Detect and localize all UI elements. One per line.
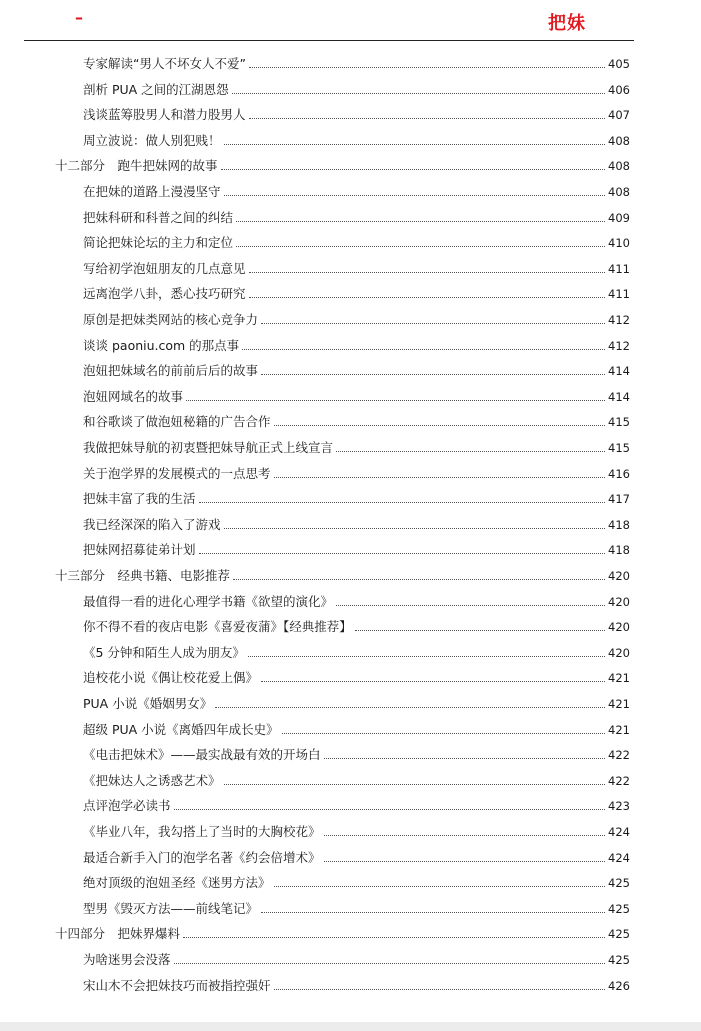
dot-leader <box>274 425 606 426</box>
toc-entry-title: 十二部分 跑牛把妹网的故事 <box>55 158 218 174</box>
toc-page-number: 418 <box>608 517 630 532</box>
toc-entry-title: 最适合新手入门的泡学名著《约会倍增术》 <box>83 849 321 865</box>
toc-page-number: 406 <box>608 82 630 97</box>
toc-entry-title: 十三部分 经典书籍、电影推荐 <box>55 568 231 583</box>
toc-entry[interactable] <box>83 485 630 507</box>
toc-page-number: 412 <box>608 338 630 353</box>
dot-leader <box>215 707 605 708</box>
toc-entry[interactable] <box>83 716 630 738</box>
dot-leader <box>261 374 605 375</box>
toc-page-number: 414 <box>608 389 630 404</box>
toc-entry-title: 在把妹的道路上漫漫坚守 <box>83 184 221 199</box>
dot-leader <box>324 835 606 836</box>
toc-page-number: 422 <box>608 748 630 763</box>
toc-entry[interactable] <box>83 664 630 686</box>
dot-leader <box>261 681 605 682</box>
toc-section-entry[interactable] <box>55 152 630 174</box>
toc-page-number: 418 <box>608 543 630 558</box>
dot-leader <box>174 809 606 810</box>
toc-entry[interactable] <box>83 818 630 840</box>
toc-page-number: 408 <box>608 185 630 199</box>
toc-entry-title: 原创是把妹类网站的核心竞争力 <box>83 312 259 327</box>
toc-entry-title: 宋山木不会把妹技巧而被指控强奸 <box>83 977 271 993</box>
toc-entry[interactable] <box>83 511 630 533</box>
toc-page-number: 417 <box>608 492 630 507</box>
toc-entry[interactable] <box>83 690 630 712</box>
toc-page-number: 414 <box>608 364 630 379</box>
toc-entry[interactable] <box>83 613 630 635</box>
dot-leader <box>186 400 605 401</box>
toc-page-number: 415 <box>608 441 630 455</box>
toc-entry[interactable] <box>83 767 630 789</box>
toc-entry-title: 剖析 PUA 之间的江湖恩怨 <box>83 81 229 97</box>
dot-leader <box>224 144 606 145</box>
dot-leader <box>249 118 606 119</box>
toc-entry-title: 型男《毁灭方法——前线笔记》 <box>83 900 259 916</box>
toc-entry-title: 追校花小说《偶让校花爱上偶》 <box>83 670 259 686</box>
dot-leader <box>232 93 605 94</box>
toc-entry-title: 《毕业八年，我勾搭上了当时的大胸校花》 <box>83 824 321 839</box>
toc-entry[interactable] <box>83 127 630 149</box>
dot-leader <box>324 861 606 862</box>
toc-entry[interactable] <box>83 895 630 917</box>
dot-leader <box>249 272 606 273</box>
toc-entry[interactable] <box>83 460 630 482</box>
toc-section-entry[interactable] <box>55 562 630 584</box>
dot-leader <box>249 67 605 68</box>
toc-entry[interactable] <box>83 332 630 354</box>
toc-page-number: 420 <box>608 569 630 583</box>
dot-leader <box>336 605 605 606</box>
dot-leader <box>242 349 605 350</box>
toc-entry-title: 周立波说：做人别犯贱！ <box>83 132 221 148</box>
toc-entry-title: 专家解读“男人不坏女人不爱” <box>83 56 246 71</box>
dot-leader <box>248 656 605 657</box>
toc-page-number: 411 <box>608 287 630 302</box>
toc-page-number: 425 <box>608 901 630 916</box>
toc-page-number: 421 <box>608 697 630 711</box>
toc-entry[interactable] <box>83 408 630 430</box>
dot-leader <box>174 963 606 964</box>
toc-entry[interactable] <box>83 383 630 405</box>
toc-page-number: 410 <box>608 236 630 251</box>
dot-leader <box>274 886 606 887</box>
toc-entry-title: 为啥迷男会没落 <box>83 952 171 967</box>
toc-entry-title: 十四部分 把妹界爆料 <box>55 926 181 942</box>
dot-leader <box>249 297 606 298</box>
toc-entry-title: 最值得一看的进化心理学书籍《欲望的演化》 <box>83 593 334 609</box>
dot-leader <box>336 451 605 452</box>
toc-page-number: 426 <box>608 978 630 993</box>
header-title: 把妹 <box>548 13 586 34</box>
toc-page-number: 425 <box>608 953 630 967</box>
toc-entry-title: 把妹网招募徒弟计划 <box>83 542 196 558</box>
dot-leader <box>274 989 606 990</box>
toc-entry-title: 写给初学泡妞朋友的几点意见 <box>83 260 246 276</box>
toc-page-number: 421 <box>608 671 630 686</box>
toc-page-number: 420 <box>608 620 630 635</box>
toc-page-number: 409 <box>608 210 630 225</box>
toc-entry-title: 《5 分钟和陌生人成为朋友》 <box>83 644 245 660</box>
toc-page-number: 422 <box>608 773 630 788</box>
toc-page-number: 408 <box>608 133 630 148</box>
dot-leader <box>183 937 605 938</box>
toc-page-number: 425 <box>608 876 630 891</box>
toc-entry[interactable] <box>83 229 630 251</box>
toc-entry-title: 《电击把妹术》——最实战最有效的开场白 <box>83 747 321 763</box>
toc-entry-title: 浅谈蓝筹股男人和潜力股男人 <box>83 107 246 123</box>
dot-leader <box>274 477 606 478</box>
toc-section-entry[interactable] <box>55 920 630 942</box>
toc-entry-title: 《把妹达人之诱惑艺术》 <box>83 772 221 788</box>
toc-entry[interactable] <box>83 178 630 200</box>
toc-entry-title: 超级 PUA 小说《离婚四年成长史》 <box>83 721 279 737</box>
toc-entry-title: 谈谈 paoniu.com 的那点事 <box>83 337 240 353</box>
toc-entry[interactable] <box>83 280 630 302</box>
toc-page-number: 411 <box>608 261 630 276</box>
toc-entry[interactable] <box>83 306 630 328</box>
toc-page-number: 423 <box>608 799 630 814</box>
toc-entry-title: 和谷歌谈了做泡妞秘籍的广告合作 <box>83 414 271 430</box>
toc-entry-title: 把妹科研和科普之间的纠结 <box>83 209 234 225</box>
toc-entry[interactable] <box>83 588 630 610</box>
dot-leader <box>233 579 605 580</box>
header-rule <box>24 40 634 41</box>
toc-page-number: 424 <box>608 825 630 839</box>
toc-entry[interactable] <box>83 357 630 379</box>
toc-entry-title: 你不得不看的夜店电影《喜爱夜蒲》【经典推荐】 <box>83 619 352 635</box>
toc-entry-title: 远离泡学八卦，悉心技巧研究 <box>83 286 246 302</box>
dot-leader <box>199 502 606 503</box>
toc-entry[interactable] <box>83 536 630 558</box>
toc-entry-title: 泡妞把妹域名的前前后后的故事 <box>83 363 259 379</box>
toc-entry[interactable] <box>83 434 630 456</box>
toc-page-number: 424 <box>608 850 630 865</box>
dot-leader <box>261 323 605 324</box>
toc-entry-title: 点评泡学必读书 <box>83 798 171 814</box>
toc-page-number: 416 <box>608 466 630 481</box>
dot-leader <box>224 784 606 785</box>
toc-entry[interactable] <box>83 869 630 891</box>
toc-page-number: 421 <box>608 722 630 737</box>
toc-entry[interactable] <box>83 639 630 661</box>
toc-page-number: 425 <box>608 927 630 942</box>
dot-leader <box>224 195 606 196</box>
toc-page-number: 415 <box>608 415 630 430</box>
viewer-bottom-edge <box>0 1022 701 1031</box>
toc-entry[interactable] <box>83 76 630 98</box>
dot-leader <box>199 553 606 554</box>
dot-leader <box>221 169 606 170</box>
toc-entry-title: 泡妞网域名的故事 <box>83 388 184 404</box>
toc-entry[interactable] <box>83 255 630 277</box>
toc-page-number: 420 <box>608 645 630 660</box>
toc-entry[interactable] <box>83 101 630 123</box>
dot-leader <box>282 733 605 734</box>
toc-entry[interactable] <box>83 204 630 226</box>
toc-entry-title: PUA 小说《婚姻男女》 <box>83 696 213 711</box>
toc-page-number: 412 <box>608 313 630 327</box>
toc-entry-title: 我已经深深的陷入了游戏 <box>83 516 221 532</box>
toc-entry-title: 我做把妹导航的初衷暨把妹导航正式上线宣言 <box>83 440 334 455</box>
toc-page-number: 408 <box>608 159 630 174</box>
header-mark: – <box>75 8 83 27</box>
toc-page-number: 407 <box>608 108 630 123</box>
dot-leader <box>261 912 605 913</box>
dot-leader <box>224 528 606 529</box>
dot-leader <box>236 221 605 222</box>
toc-entry[interactable] <box>83 946 630 968</box>
toc-entry-title: 把妹丰富了我的生活 <box>83 491 196 507</box>
toc-entry-title: 绝对顶级的泡妞圣经《迷男方法》 <box>83 875 271 891</box>
toc-page-number: 420 <box>608 594 630 609</box>
toc-page-number: 405 <box>608 57 630 71</box>
dot-leader <box>355 630 605 631</box>
toc-entry-title: 简论把妹论坛的主力和定位 <box>83 235 234 251</box>
toc-entry[interactable] <box>83 844 630 866</box>
toc-entry[interactable] <box>83 792 630 814</box>
toc-entry[interactable] <box>83 741 630 763</box>
toc-entry-title: 关于泡学界的发展模式的一点思考 <box>83 465 271 481</box>
dot-leader <box>236 246 605 247</box>
dot-leader <box>324 758 606 759</box>
toc-entry[interactable] <box>83 972 630 994</box>
toc-entry[interactable] <box>83 50 630 72</box>
